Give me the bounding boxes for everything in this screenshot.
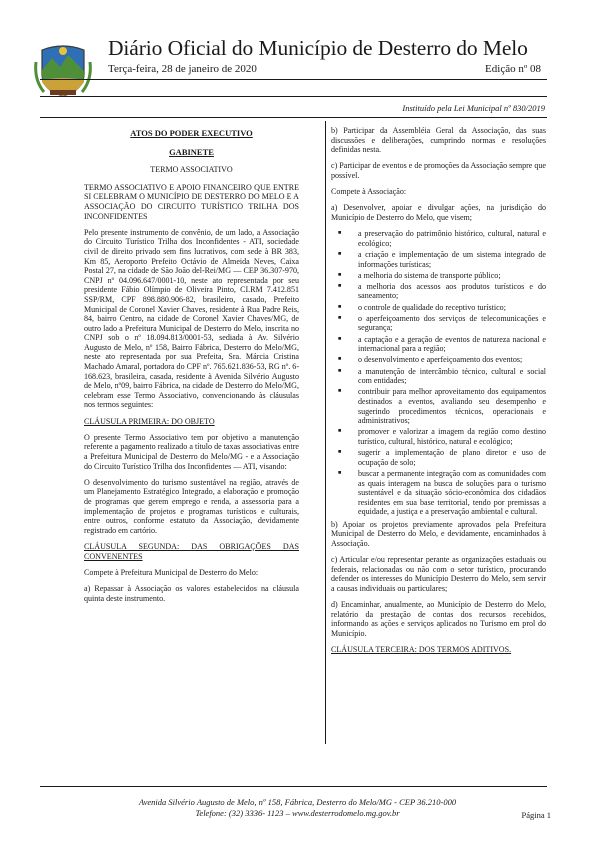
paragraph-development: O desenvolvimento do turismo sustentável na região, através de um Planejamento Estratégico Integrado, a elaboração e promoção de programas que gerem emprego e renda, a assessoria para a implementação de projetos e programas turísticos e culturais, entre outros, conforme estatuto da Associação, devidamente registrado em cartório. — [84, 477, 299, 535]
objectives-list — [331, 229, 546, 517]
page-number: Página 1 — [521, 810, 551, 820]
list-item: ■ promover e valorizar a imagem da região como destino turístico, cultural, histórico, natural e ecológico; — [331, 427, 546, 446]
left-column — [84, 126, 299, 610]
footer-contact: Telefone: (32) 3336- 1123 – www.desterrodomelo.mg.gov.br — [195, 808, 400, 818]
list-item: ■ o desenvolvimento e aperfeiçoamento dos eventos; — [331, 355, 546, 365]
association-compete: Compete à Associação: — [331, 187, 407, 197]
association-obligation-b: b) Apoiar os projetos previamente aprovados pela Prefeitura Municipal de Desterro do Melo, e devidamente, encaminhados à Associação. — [331, 519, 546, 549]
clause-third-heading: CLÁUSULA TERCEIRA: DOS TERMOS ADITIVOS. — [331, 645, 512, 655]
edition-number: Edição nº 08 — [485, 63, 541, 75]
association-obligation-c: c) Articular e/ou representar perante as organizações estaduais ou federais, relacionadas ou não com o setor turístico, procurando defender os interesses do Município Desterro do Melo, sem servir a causas individuais ou particulares; — [331, 555, 546, 594]
list-item: ■ buscar a permanente integração com as comunidades com as quais interagem na busca de soluções para o turismo sustentável e da situação sócio-econômica dos cidadãos residentes em sua base territorial, tendo por premissas a equidade, a justiça e a preservação ambiental e cultural. — [331, 469, 546, 517]
footer-divider — [40, 786, 547, 787]
list-item: ■ contribuir para melhor aproveitamento dos equipamentos destinados a eventos, avaliando seu desempenho e sugerindo procedimentos técnicos, operacionais e administrativos; — [331, 387, 546, 425]
paragraph-prefeitura-compete: Compete à Prefeitura Municipal de Desterro do Melo: — [84, 567, 259, 577]
document-type-heading: TERMO ASSOCIATIVO — [150, 165, 233, 175]
clause-first-heading: CLÁUSULA PRIMEIRA: DO OBJETO — [84, 416, 215, 426]
header-divider-thick — [40, 96, 547, 97]
paragraph-obligation-a: a) Repassar à Associação os valores estabelecidos na cláusula quinta deste instrumento. — [84, 583, 299, 603]
agreement-caption: TERMO ASSOCIATIVO E APOIO FINANCEIRO QUE ENTRE SI CELEBRAM O MUNICÍPIO DE DESTERRO DO MELO E A ASSOCIAÇÃO DO CIRCUITO TURÍSTICO TRILHA DOS INCONFIDENTES — [84, 182, 299, 221]
issue-date: Terça-feira, 28 de janeiro de 2020 — [108, 63, 257, 75]
list-item: ■ a melhoria dos acessos aos produtos turísticos e do saneamento; — [331, 282, 546, 301]
association-obligation-a: a) Desenvolver, apoiar e divulgar ações, na jurisdição do Município de Desterro do Melo, que visem; — [331, 203, 546, 222]
obligation-c: c) Participar de eventos e de promoções da Associação sempre que possível. — [331, 161, 546, 180]
content-top-divider — [40, 117, 547, 118]
association-obligation-d: d) Encaminhar, anualmente, ao Município de Desterro do Melo, relatório da prestação de contas dos recursos recebidos, informando as ações e serviços aplicados no Turismo em prol do Município. — [331, 600, 546, 638]
column-divider — [325, 121, 326, 744]
list-item: ■ a captação e a geração de eventos de natureza nacional e internacional para a região; — [331, 335, 546, 354]
list-item: ■ o controle de qualidade do receptivo turístico; — [331, 303, 546, 313]
list-item: ■ a melhoria do sistema de transporte público; — [331, 271, 546, 281]
paragraph-parties: Pelo presente instrumento de convênio, de um lado, a Associação do Circuito Turístico Trilha dos Inconfidentes - ATI, sociedade civil de direito privado sem fins lucrativos, com sede à BR 383, Km 85, Aeroporto Prefeito Octávio de Almeida Neves, Caixa Postal 27, na cidade de São João del-Rei/MG — CEP 36.307-970, CNPJ nº 04.096.647/0001-10, neste ato representada por seu presidente Fábio Olímpio de Oliveira Pinto, CI.RM 7.412.851 SSP/RM, CPF 898.880.906-82, brasileiro, casado, Prefeito Municipal de Coronel Xavier Chaves, residente à Rua Padre Reis, 84, bairro Centro, na cidade de Coronel Xavier Chaves/MG, de outro lado a Prefeitura Municipal de Desterro do Melo, inscrita no CNPJ sob o nº 18.094.813/0001-53, sediada à Av. Silvério Augusto de Melo, nº 158, Bairro Fábrica, Desterro do Melo/MG, neste ato representada por sua Prefeita, Sra. Márcia Cristina Machado Amaral, portadora do CPF nº. 765.621.836-53, RG nº. 6-168.623, brasileira, casada, residente à Avenida Silvério Augusto de Melo, nº09, bairro Fábrica, na cidade de Desterro do Melo/MG, celebram esse Termo Associativo, convencionando às cláusulas nos termos seguintes: — [84, 227, 299, 410]
obligation-b: b) Participar da Assembléia Geral da Associação, das suas discussões e deliberações, cumprindo normas e resoluções definidas nesta. — [331, 126, 546, 155]
list-item: ■ a criação e implementação de um sistema integrado de informações turísticas; — [331, 250, 546, 269]
footer-address: Avenida Silvério Augusto de Melo, nº 158, Fábrica, Desterro do Melo/MG - CEP 36.210-000 — [138, 797, 457, 807]
paragraph-object: O presente Termo Associativo tem por objetivo a manutenção referente a pagamento realizado a título de taxas associativas entre a Prefeitura Municipal de Desterro do Melo/MG - e a Associação do Circuito Turístico Trilha dos Inconfidentes — ATI, visando: — [84, 432, 299, 471]
list-item: ■ a preservação do patrimônio histórico, cultural, natural e ecológico; — [331, 229, 546, 248]
clause-second-heading: CLÁUSULA SEGUNDA: DAS OBRIGAÇÕES DAS CONVENENTES — [84, 541, 299, 561]
list-item: ■ sugerir a implementação de plano diretor e uso de ocupação de solo; — [331, 448, 546, 467]
header-divider — [40, 79, 547, 80]
gazette-title: Diário Oficial do Município de Desterro do Melo — [108, 36, 528, 60]
right-column — [331, 126, 546, 661]
section-heading-executive: ATOS DO PODER EXECUTIVO — [130, 128, 253, 138]
list-item: ■ a manutenção de intercâmbio técnico, cultural e social com entidades; — [331, 367, 546, 386]
instituted-note: Instituído pela Lei Municipal nº 830/2019 — [402, 103, 545, 113]
list-item: ■ o aperfeiçoamento dos serviços de telecomunicações e segurança; — [331, 314, 546, 333]
municipal-coat-of-arms-icon — [34, 40, 92, 98]
section-heading-cabinet: GABINETE — [169, 146, 214, 157]
